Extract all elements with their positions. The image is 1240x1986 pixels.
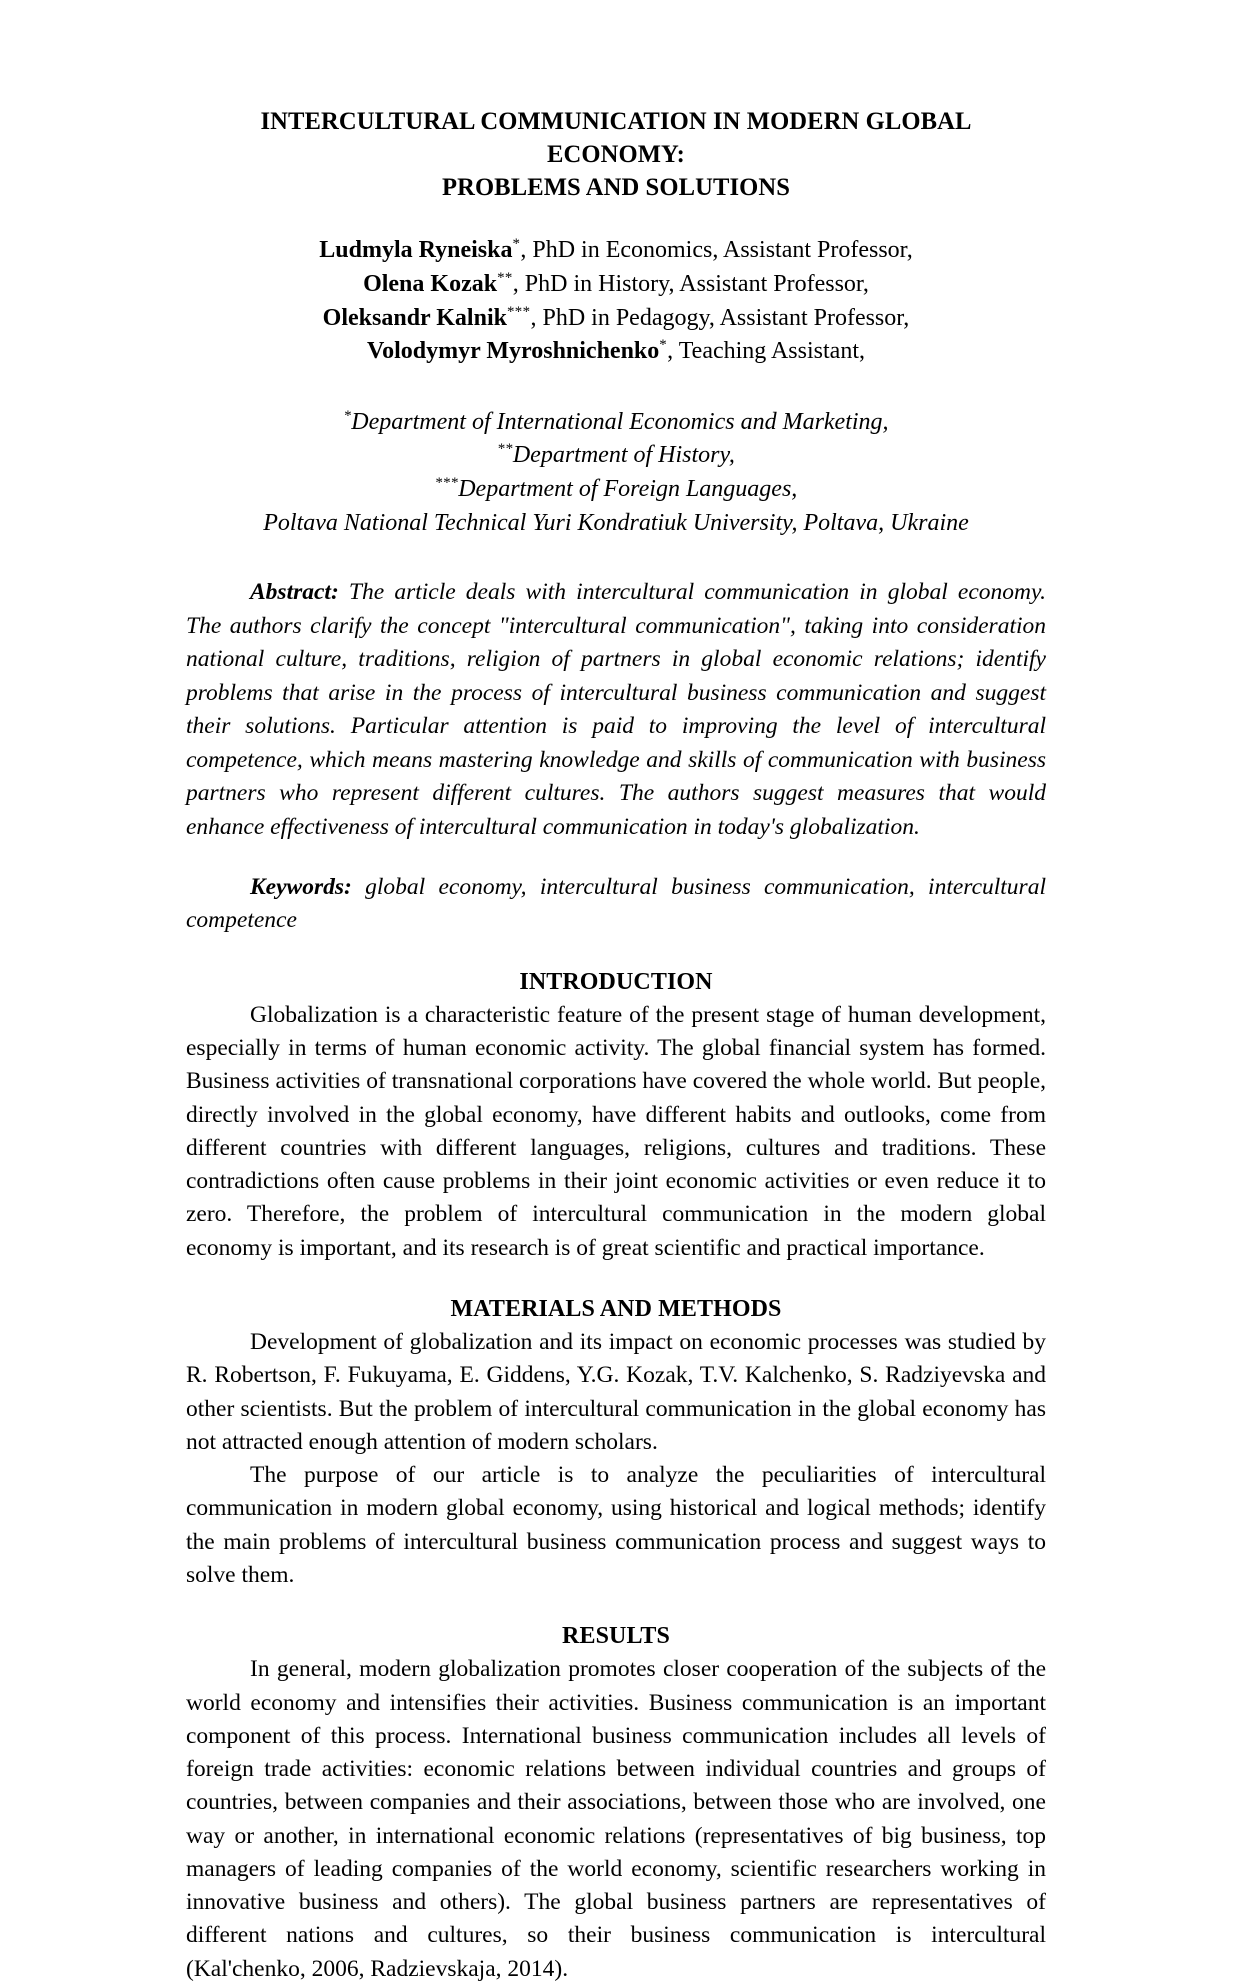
affiliation-entry	[186, 473, 1046, 507]
page-content	[186, 104, 1046, 1986]
affiliation-marker: ***	[434, 474, 459, 491]
section-paragraph: In general, modern globalization promotes closer cooperation of the subjects of the world economy and intensifies their activities. Business communication is an important component of this process. International business communication includes all levels of foreign trade activities: economic relations between individual countries and groups of countries, between companies and their associations, between those who are involved, one way or another, in international economic relations (representatives of big business, top managers of leading companies of the world economy, scientific researchers working in innovative business and others). The global business partners are representatives of different nations and cultures, so their business communication is intercultural (Kal'chenko, 2006, Radzievskaja, 2014).	[186, 1656, 1046, 1982]
keywords-label: Keywords:	[250, 874, 352, 901]
affiliation-text: Department of Foreign Languages,	[458, 475, 798, 502]
author-name: Volodymyr Myroshnichenko	[367, 338, 660, 365]
author-entry	[186, 335, 1046, 369]
keywords-text: global economy, intercultural business communication, intercultural competence	[186, 874, 1046, 934]
section-heading-results: RESULTS	[562, 1623, 670, 1650]
affiliation-marker: **	[497, 270, 513, 287]
section-heading-materials-and-methods: MATERIALS AND METHODS	[450, 1295, 782, 1322]
affiliation-list	[186, 406, 1046, 540]
affiliation-marker: *	[343, 407, 352, 424]
affiliation-marker: *	[512, 236, 521, 253]
section-paragraph: Globalization is a characteristic feature of the present stage of human development, especially in terms of human economic activity. The global financial system has formed. Business activities of transnational corporations have covered the whole world. But people, directly involved in the global economy, have different habits and outlooks, come from different countries with different languages, religions, cultures and traditions. These contradictions often cause problems in their joint economic activities or even reduce it to zero. Therefore, the problem of intercultural communication in the modern global economy is important, and its research is of great scientific and practical importance.	[186, 1001, 1046, 1261]
author-entry	[186, 268, 1046, 302]
abstract-paragraph	[186, 576, 1046, 844]
keywords-paragraph	[186, 871, 1046, 938]
page-title	[201, 104, 1031, 203]
abstract-label: Abstract:	[250, 579, 339, 606]
title-line-1: INTERCULTURAL COMMUNICATION IN MODERN GLOBAL ECONOMY:	[260, 106, 972, 169]
author-name: Ludmyla Ryneiska	[319, 237, 513, 264]
author-list	[186, 234, 1046, 368]
author-name: Olena Kozak	[363, 271, 498, 298]
author-entry	[186, 234, 1046, 268]
affiliation-marker: ***	[506, 303, 531, 320]
affiliation-text: Department of History,	[512, 442, 735, 469]
section-paragraph: The purpose of our article is to analyze the peculiarities of intercultural communication in modern global economy, using historical and logical methods; identify the main problems of intercultural business communication process and suggest ways to solve them.	[186, 1462, 1046, 1588]
author-role: , PhD in History, Assistant Professor,	[512, 271, 869, 298]
section-heading-introduction: INTRODUCTION	[519, 968, 713, 995]
affiliation-text: Poltava National Technical Yuri Kondratiuk University, Poltava, Ukraine	[263, 509, 969, 536]
abstract-text: The article deals with intercultural communication in global economy. The authors clarify the concept "intercultural communication", taking into consideration national culture, traditions, religion of partners in global economic relations; identify problems that arise in the process of intercultural business communication and suggest their solutions. Particular attention is paid to improving the level of intercultural competence, which means mastering knowledge and skills of communication with business partners who represent different cultures. The authors suggest measures that would enhance effectiveness of intercultural communication in today's globalization.	[186, 579, 1046, 840]
affiliation-entry	[186, 406, 1046, 440]
affiliation-marker: *	[659, 337, 668, 354]
section-paragraph: Development of globalization and its impact on economic processes was studied by R. Robertson, F. Fukuyama, E. Giddens, Y.G. Kozak, T.V. Kalchenko, S. Radziyevska and other scientists. But the problem of intercultural communication in the global economy has not attracted enough attention of modern scholars.	[186, 1329, 1046, 1455]
title-line-2: PROBLEMS AND SOLUTIONS	[441, 172, 791, 202]
affiliation-entry	[186, 507, 1046, 541]
affiliation-text: Department of International Economics and Marketing,	[351, 408, 889, 435]
author-name: Oleksandr Kalnik	[322, 304, 507, 331]
affiliation-entry	[186, 439, 1046, 473]
author-entry	[186, 302, 1046, 336]
author-role: , Teaching Assistant,	[667, 338, 865, 365]
author-role: , PhD in Pedagogy, Assistant Professor,	[530, 304, 910, 331]
affiliation-marker: **	[497, 441, 513, 458]
author-role: , PhD in Economics, Assistant Professor,	[520, 237, 913, 264]
